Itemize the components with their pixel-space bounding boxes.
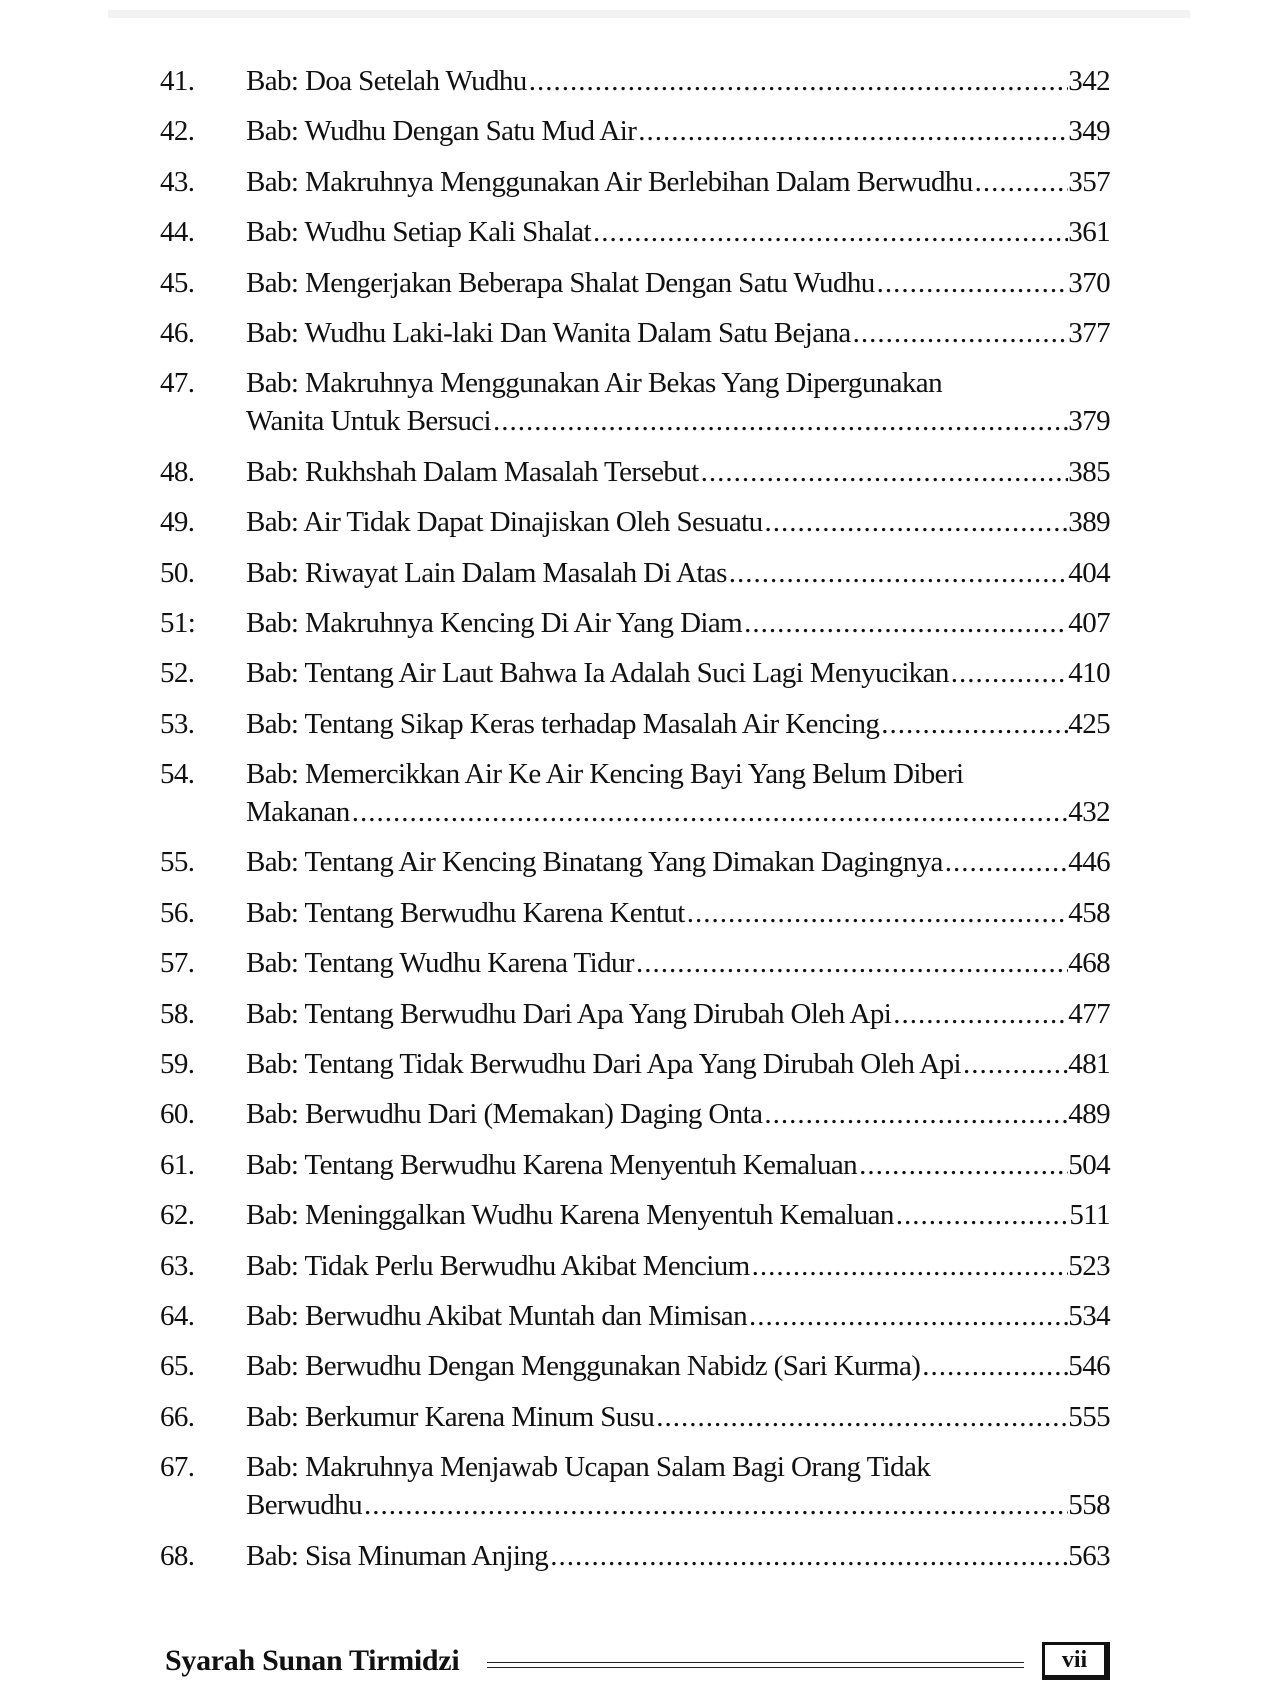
toc-entry-number: 46.: [160, 316, 195, 349]
toc-entry-number: 43.: [160, 165, 195, 198]
toc-entry-body: [246, 264, 1110, 302]
toc-entry-page-number: 534: [1068, 1299, 1110, 1332]
toc-entry-line: [246, 554, 1110, 592]
toc-entry-body: [246, 453, 1110, 491]
toc-entry: [160, 453, 1110, 491]
toc-entry-body: [246, 705, 1110, 743]
toc-entry-title: Bab: Tidak Perlu Berwudhu Akibat Mencium: [246, 1249, 750, 1282]
toc-entry-page-number: 446: [1068, 846, 1110, 879]
toc-entry-body: [246, 1196, 1110, 1234]
toc-entry-body: [246, 1347, 1110, 1385]
toc-entry-body: [246, 1247, 1110, 1285]
toc-entry-page-number: 385: [1068, 455, 1110, 488]
toc-entry-number: 65.: [160, 1350, 195, 1383]
toc-entry-line: [246, 163, 1110, 201]
toc-entry-line: [246, 402, 1110, 440]
toc-entry-body: [246, 554, 1110, 592]
toc-entry-line: [246, 843, 1110, 881]
toc-entry: [160, 705, 1110, 743]
toc-entry-number: 44.: [160, 216, 195, 249]
toc-entry: [160, 264, 1110, 302]
toc-entry-line: [246, 1398, 1110, 1436]
toc-entry-line: [246, 995, 1110, 1033]
toc-entry-title: Bab: Tentang Sikap Keras terhadap Masalah Air Kencing: [246, 707, 880, 740]
toc-entry: [160, 894, 1110, 932]
table-of-contents: [160, 62, 1110, 1587]
toc-entry-body: [246, 1045, 1110, 1083]
page-footer: [165, 1636, 1110, 1686]
toc-dot-leader: [654, 1398, 1068, 1436]
toc-entry-title: Bab: Wudhu Dengan Satu Mud Air: [246, 115, 637, 148]
toc-entry-page-number: 370: [1068, 266, 1110, 299]
toc-entry-line: [246, 264, 1110, 302]
toc-entry-line: [246, 112, 1110, 150]
toc-entry-title-line1: Bab: Makruhnya Menjawab Ucapan Salam Bagi Orang Tidak: [246, 1451, 931, 1484]
toc-entry-title: Bab: Berwudhu Dengan Menggunakan Nabidz (Sari Kurma): [246, 1350, 921, 1383]
toc-entry-number: 57.: [160, 947, 195, 980]
footer-book-title: Syarah Sunan Tirmidzi: [165, 1644, 460, 1677]
toc-entry-title: Bab: Air Tidak Dapat Dinajiskan Oleh Sesuatu: [246, 506, 763, 539]
toc-entry-title: Bab: Meninggalkan Wudhu Karena Menyentuh Kemaluan: [246, 1199, 894, 1232]
toc-entry-body: [246, 112, 1110, 150]
toc-entry-body: [246, 1537, 1110, 1575]
toc-entry-number: 59.: [160, 1048, 195, 1081]
toc-entry-title: Wanita Untuk Bersuci: [246, 405, 491, 438]
toc-entry-page-number: 432: [1068, 796, 1110, 829]
toc-entry-title: Makanan: [246, 796, 350, 829]
toc-entry-body: [246, 755, 1110, 831]
toc-entry: [160, 1398, 1110, 1436]
toc-entry-line: [246, 705, 1110, 743]
toc-entry-number: 52.: [160, 657, 195, 690]
toc-entry: [160, 503, 1110, 541]
toc-dot-leader: [894, 1196, 1070, 1234]
toc-entry-number: 56.: [160, 896, 195, 929]
toc-entry-body: [246, 995, 1110, 1033]
toc-entry-page-number: 489: [1068, 1098, 1110, 1131]
toc-entry-number: 67.: [160, 1451, 195, 1484]
toc-dot-leader: [747, 1297, 1068, 1335]
toc-entry-number: 64.: [160, 1299, 195, 1332]
toc-entry-title: Berwudhu: [246, 1489, 363, 1522]
toc-dot-leader: [879, 705, 1068, 743]
toc-entry-line: [246, 1045, 1110, 1083]
toc-entry-body: [246, 843, 1110, 881]
toc-entry-page-number: 342: [1068, 65, 1110, 97]
toc-entry: [160, 843, 1110, 881]
toc-dot-leader: [762, 1095, 1068, 1133]
toc-entry-number: 60.: [160, 1098, 195, 1131]
toc-entry-number: 55.: [160, 846, 195, 879]
toc-entry-page-number: 468: [1068, 947, 1110, 980]
toc-dot-leader: [685, 894, 1069, 932]
toc-entry-number: 53.: [160, 707, 195, 740]
toc-entry-body: [246, 604, 1110, 642]
toc-entry: [160, 995, 1110, 1033]
toc-entry-title: Bab: Berwudhu Akibat Muntah dan Mimisan: [246, 1299, 747, 1332]
toc-dot-leader: [961, 1045, 1068, 1083]
toc-entry-title: Bab: Tentang Air Kencing Binatang Yang Dimakan Dagingnya: [246, 846, 943, 879]
toc-entry-page-number: 558: [1068, 1489, 1110, 1522]
toc-dot-leader: [750, 1247, 1069, 1285]
toc-entry-title: Bab: Rukhshah Dalam Masalah Tersebut: [246, 455, 699, 488]
toc-entry-title: Bab: Tentang Air Laut Bahwa Ia Adalah Suci Lagi Menyucikan: [246, 657, 949, 690]
toc-entry-page-number: 407: [1068, 606, 1110, 639]
toc-entry-line: [246, 1247, 1110, 1285]
footer-divider: [487, 1662, 1024, 1668]
toc-entry-body: [246, 163, 1110, 201]
toc-entry-title: Bab: Tentang Berwudhu Karena Kentut: [246, 896, 685, 929]
toc-entry-page-number: 389: [1068, 506, 1110, 539]
toc-entry-number: 50.: [160, 556, 195, 589]
toc-entry-title: Bab: Wudhu Laki-laki Dan Wanita Dalam Satu Bejana: [246, 316, 851, 349]
toc-entry-page-number: 511: [1069, 1199, 1110, 1232]
toc-entry: [160, 1146, 1110, 1184]
toc-entry-body: [246, 62, 1110, 100]
toc-entry-title: Bab: Tentang Berwudhu Dari Apa Yang Dirubah Oleh Api: [246, 997, 892, 1030]
toc-entry-line: [246, 1146, 1110, 1184]
toc-entry-number: 47.: [160, 367, 195, 400]
toc-entry: [160, 1045, 1110, 1083]
toc-entry-line: [246, 1347, 1110, 1385]
toc-entry-title: Bab: Berwudhu Dari (Memakan) Daging Onta: [246, 1098, 763, 1131]
toc-entry-page-number: 563: [1068, 1539, 1110, 1572]
toc-entry: [160, 1196, 1110, 1234]
toc-entry-number: 63.: [160, 1249, 195, 1282]
toc-entry-line: [246, 62, 1110, 100]
toc-entry-page-number: 458: [1068, 896, 1110, 929]
toc-entry-title: Bab: Doa Setelah Wudhu: [246, 65, 527, 97]
toc-dot-leader: [727, 554, 1069, 592]
toc-entry-title: Bab: Makruhnya Kencing Di Air Yang Diam: [246, 606, 743, 639]
toc-entry-page-number: 379: [1068, 405, 1110, 438]
toc-dot-leader: [548, 1537, 1068, 1575]
toc-dot-leader: [851, 314, 1069, 352]
toc-entry-number: 49.: [160, 506, 195, 539]
toc-entry-number: 51:: [160, 606, 196, 639]
toc-entry: [160, 654, 1110, 692]
toc-entry-body: [246, 654, 1110, 692]
toc-entry: [160, 163, 1110, 201]
toc-dot-leader: [920, 1347, 1068, 1385]
toc-entry-page-number: 523: [1068, 1249, 1110, 1282]
toc-dot-leader: [350, 793, 1069, 831]
toc-entry: [160, 755, 1110, 831]
toc-dot-leader: [699, 453, 1069, 491]
toc-entry-body: [246, 1146, 1110, 1184]
toc-entry-title: Bab: Sisa Minuman Anjing: [246, 1539, 549, 1572]
toc-entry-line: [246, 894, 1110, 932]
toc-entry-number: 68.: [160, 1539, 195, 1572]
toc-entry-title: Bab: Mengerjakan Beberapa Shalat Dengan Satu Wudhu: [246, 266, 875, 299]
toc-entry-body: [246, 1297, 1110, 1335]
toc-entry: [160, 1297, 1110, 1335]
toc-entry: [160, 364, 1110, 440]
toc-entry-body: [246, 894, 1110, 932]
toc-entry: [160, 1247, 1110, 1285]
toc-entry-page-number: 425: [1068, 707, 1110, 740]
toc-entry-title: Bab: Berkumur Karena Minum Susu: [246, 1400, 655, 1433]
toc-dot-leader: [949, 654, 1069, 692]
toc-entry: [160, 213, 1110, 251]
toc-entry-line: [246, 213, 1110, 251]
toc-entry-line: [246, 1095, 1110, 1133]
toc-entry-body: [246, 364, 1110, 440]
toc-entry: [160, 1448, 1110, 1524]
toc-dot-leader: [591, 213, 1068, 251]
toc-entry-title: Bab: Tentang Berwudhu Karena Menyentuh Kemaluan: [246, 1148, 858, 1181]
toc-entry-page-number: 555: [1068, 1400, 1110, 1433]
toc-entry-line: [246, 314, 1110, 352]
toc-entry-number: 41.: [160, 65, 195, 97]
toc-entry-line: [246, 793, 1110, 831]
toc-entry-page-number: 349: [1068, 115, 1110, 148]
toc-entry-line: [246, 1537, 1110, 1575]
toc-entry: [160, 62, 1110, 100]
toc-dot-leader: [875, 264, 1069, 302]
toc-entry-number: 58.: [160, 997, 195, 1030]
toc-entry-title: Bab: Riwayat Lain Dalam Masalah Di Atas: [246, 556, 727, 589]
toc-entry-page-number: 546: [1068, 1350, 1110, 1383]
toc-dot-leader: [491, 402, 1068, 440]
toc-entry-line: [246, 453, 1110, 491]
toc-entry-line: [246, 503, 1110, 541]
toc-dot-leader: [527, 62, 1069, 100]
toc-entry-body: [246, 944, 1110, 982]
toc-entry-number: 54.: [160, 758, 195, 791]
toc-entry: [160, 1347, 1110, 1385]
toc-entry-line: [246, 654, 1110, 692]
toc-entry-number: 61.: [160, 1148, 195, 1181]
toc-entry: [160, 1095, 1110, 1133]
toc-entry: [160, 314, 1110, 352]
toc-entry-body: [246, 314, 1110, 352]
toc-entry-page-number: 361: [1068, 216, 1110, 249]
toc-entry-page-number: 477: [1068, 997, 1110, 1030]
toc-entry-page-number: 404: [1068, 556, 1110, 589]
toc-entry-title-line1: Bab: Makruhnya Menggunakan Air Bekas Yang Dipergunakan: [246, 367, 942, 400]
toc-entry-number: 48.: [160, 455, 195, 488]
toc-entry-line: [246, 1196, 1110, 1234]
toc-entry: [160, 112, 1110, 150]
toc-dot-leader: [634, 944, 1068, 982]
toc-entry: [160, 944, 1110, 982]
toc-entry-line: [246, 1486, 1110, 1524]
toc-entry-body: [246, 213, 1110, 251]
toc-entry-body: [246, 1398, 1110, 1436]
toc-entry-title: Bab: Wudhu Setiap Kali Shalat: [246, 216, 591, 249]
toc-dot-leader: [857, 1146, 1068, 1184]
toc-entry: [160, 554, 1110, 592]
toc-entry-page-number: 504: [1068, 1148, 1110, 1181]
toc-entry: [160, 1537, 1110, 1575]
toc-entry-page-number: 377: [1068, 316, 1110, 349]
toc-entry-body: [246, 1448, 1110, 1524]
toc-dot-leader: [742, 604, 1068, 642]
footer-page-number: vii: [1042, 1642, 1110, 1680]
toc-dot-leader: [362, 1486, 1068, 1524]
toc-entry-line: [246, 1297, 1110, 1335]
toc-entry-number: 42.: [160, 115, 195, 148]
toc-entry-number: 66.: [160, 1400, 195, 1433]
toc-entry-body: [246, 1095, 1110, 1133]
toc-entry-line: [246, 604, 1110, 642]
toc-dot-leader: [636, 112, 1068, 150]
toc-entry-number: 62.: [160, 1199, 195, 1232]
toc-dot-leader: [943, 843, 1069, 881]
top-border: [108, 10, 1190, 18]
toc-entry-line: [246, 944, 1110, 982]
toc-entry-title: Bab: Tentang Tidak Berwudhu Dari Apa Yang Dirubah Oleh Api: [246, 1048, 961, 1081]
toc-entry-number: 45.: [160, 266, 195, 299]
toc-entry-body: [246, 503, 1110, 541]
toc-dot-leader: [763, 503, 1069, 541]
toc-entry-title: Bab: Tentang Wudhu Karena Tidur: [246, 947, 634, 980]
toc-entry-title-line1: Bab: Memercikkan Air Ke Air Kencing Bayi Yang Belum Diberi: [246, 758, 964, 791]
toc-entry: [160, 604, 1110, 642]
toc-dot-leader: [891, 995, 1068, 1033]
toc-entry-page-number: 410: [1068, 657, 1110, 690]
toc-dot-leader: [973, 163, 1069, 201]
toc-entry-page-number: 357: [1068, 165, 1110, 198]
toc-entry-page-number: 481: [1068, 1048, 1110, 1081]
toc-entry-title: Bab: Makruhnya Menggunakan Air Berlebihan Dalam Berwudhu: [246, 165, 973, 198]
